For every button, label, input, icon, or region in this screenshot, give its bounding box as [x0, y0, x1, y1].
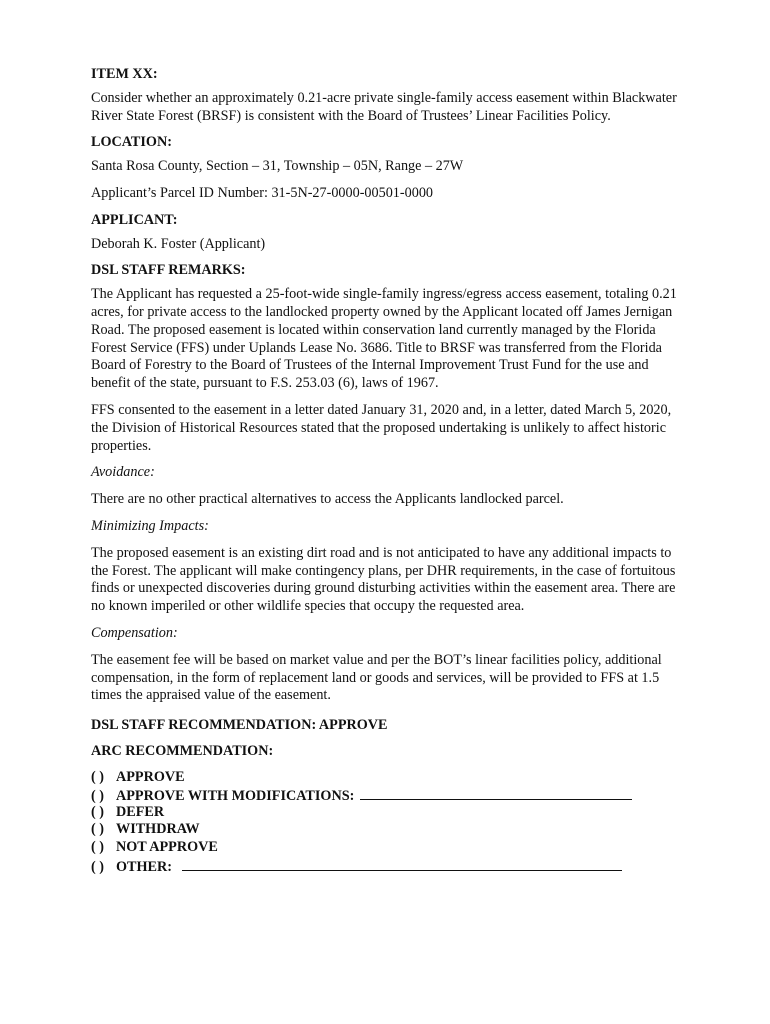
compensation-heading: Compensation: — [91, 624, 178, 641]
option-label: APPROVE — [116, 768, 185, 785]
option-approve-with-modifications[interactable] — [91, 786, 691, 804]
arc-recommendation-heading: ARC RECOMMENDATION: — [91, 742, 274, 759]
item-text: Consider whether an approximately 0.21-acre private single-family access easement within Blackwater River State Forest (BRSF) is consistent with the Board of Trustees’ Linear Facilities Policy. — [91, 89, 677, 124]
remarks-paragraph-2: FFS consented to the easement in a letter dated January 31, 2020 and, in a letter, dated March 5, 2020, the Division of Historical Resources stated that the proposed undertaking is unlikely to affect historic properties. — [91, 401, 672, 454]
document-page — [91, 66, 691, 874]
option-checkbox[interactable]: ( ) — [91, 821, 104, 838]
avoidance-heading: Avoidance: — [91, 464, 155, 481]
minimizing-heading: Minimizing Impacts: — [91, 517, 209, 534]
dsl-recommendation: DSL STAFF RECOMMENDATION: APPROVE — [91, 717, 388, 734]
applicant-text: Deborah K. Foster (Applicant) — [91, 235, 266, 252]
option-other[interactable] — [91, 857, 691, 875]
other-blank-line[interactable] — [182, 857, 622, 871]
location-heading: LOCATION: — [91, 134, 172, 151]
location-line-1: Santa Rosa County, Section – 31, Township – 05N, Range – 27W — [91, 158, 464, 175]
minimizing-text: The proposed easement is an existing dirt road and is not anticipated to have any additional impacts to the Forest. The applicant will make contingency plans, per DHR requirements, in the case of fortuitous finds or unexpected discoveries during ground disturbing activities within the easement area. There are no known imperiled or other wildlife species that occupy the requested area. — [91, 544, 676, 615]
option-checkbox[interactable]: ( ) — [91, 839, 104, 856]
option-label: OTHER: — [116, 858, 172, 875]
remarks-paragraph-1: The Applicant has requested a 25-foot-wide single-family ingress/egress access easement, totaling 0.21 acres, for private access to the landlocked property owned by the Applicant located off James Jernigan Road. The proposed easement is located within conservation land currently managed by the Florida Forest Service (FFS) under Uplands Lease No. 3686. Title to BRSF was transferred from the Florida Board of Forestry to the Board of Trustees of the Internal Improvement Trust Fund for the use and benefit of the state, pursuant to F.S. 253.03 (6), laws of 1967. — [91, 286, 677, 392]
option-checkbox[interactable]: ( ) — [91, 858, 104, 875]
option-checkbox[interactable]: ( ) — [91, 788, 104, 805]
recommendation-options — [91, 769, 691, 875]
modifications-blank-line[interactable] — [360, 786, 632, 800]
item-heading: ITEM XX: — [91, 66, 158, 82]
option-checkbox[interactable]: ( ) — [91, 768, 104, 785]
location-line-2: Applicant’s Parcel ID Number: 31-5N-27-0000-00501-0000 — [91, 184, 434, 201]
option-approve[interactable] — [91, 769, 691, 787]
remarks-heading: DSL STAFF REMARKS: — [91, 262, 246, 279]
option-label: WITHDRAW — [116, 821, 200, 838]
option-label: APPROVE WITH MODIFICATIONS: — [116, 788, 355, 805]
option-label: DEFER — [116, 803, 165, 820]
option-withdraw[interactable] — [91, 821, 691, 839]
option-checkbox[interactable]: ( ) — [91, 803, 104, 820]
avoidance-text: There are no other practical alternatives to access the Applicants landlocked parcel. — [91, 491, 564, 508]
option-not-approve[interactable] — [91, 839, 691, 857]
option-label: NOT APPROVE — [116, 839, 218, 856]
applicant-heading: APPLICANT: — [91, 211, 178, 228]
compensation-text: The easement fee will be based on market value and per the BOT’s linear facilities policy, additional compensation, in the form of replacement land or goods and services, will be provided to FFS at 1.5 times the appraised value of the easement. — [91, 651, 662, 704]
option-defer[interactable] — [91, 804, 691, 822]
